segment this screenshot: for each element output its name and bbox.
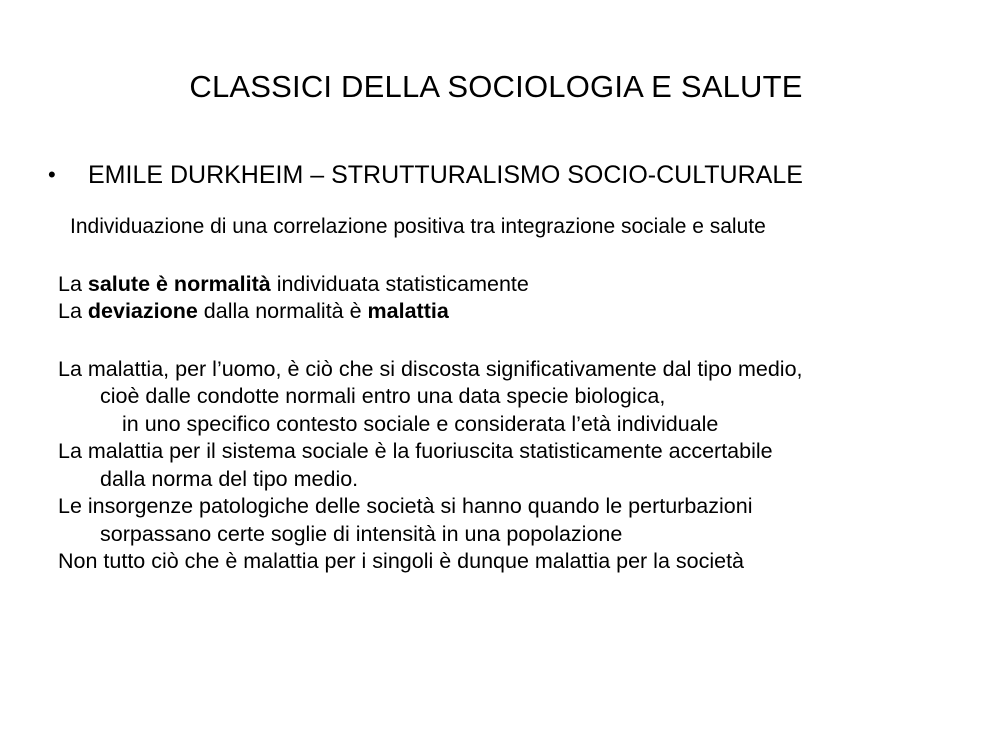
paragraph-line-7: sorpassano certe soglie di intensità in una popolazione: [100, 521, 623, 546]
bullet-item-label: EMILE DURKHEIM – STRUTTURALISMO SOCIO-CULTURALE: [88, 161, 803, 189]
slide-body: [48, 160, 948, 576]
definition-line-1-part-c: individuata statisticamente: [270, 271, 529, 296]
definition-line-1-bold: salute è normalità: [87, 271, 271, 296]
paragraph-line-1: La malattia, per l’uomo, è ciò che si discosta significativamente dal tipo medio,: [58, 356, 803, 381]
subtitle-line: Individuazione di una correlazione positiva tra integrazione sociale e salute: [70, 215, 766, 239]
definition-line-2-part-a: La: [58, 299, 88, 324]
bullet-item-durkheim: [48, 160, 948, 191]
definition-line-2: [58, 298, 948, 326]
paragraph-line-2: cioè dalle condotte normali entro una data specie biologica,: [100, 384, 666, 409]
paragraph-line-8: Non tutto ciò che è malattia per i singoli è dunque malattia per la società: [58, 549, 745, 574]
spacer: [48, 326, 948, 356]
bullet-marker-icon: •: [48, 162, 56, 187]
paragraph-line-4: La malattia per il sistema sociale è la fuoriuscita statisticamente accertabile: [58, 439, 773, 464]
paragraph-line-3: in uno specifico contesto sociale e considerata l’età individuale: [122, 411, 719, 436]
paragraph-line-5: dalla norma del tipo medio.: [100, 466, 359, 491]
definition-line-2-bold-2: malattia: [367, 299, 449, 324]
definition-line-2-part-c: dalla normalità è: [197, 299, 368, 324]
definition-line-1-part-a: La: [58, 271, 88, 296]
paragraph-line-6: Le insorgenze patologiche delle società si hanno quando le perturbazioni: [58, 494, 753, 519]
spacer: [48, 241, 948, 271]
page-title: CLASSICI DELLA SOCIOLOGIA E SALUTE: [189, 69, 803, 104]
definition-line-1: [58, 271, 948, 299]
definition-line-2-bold-1: deviazione: [87, 299, 198, 324]
